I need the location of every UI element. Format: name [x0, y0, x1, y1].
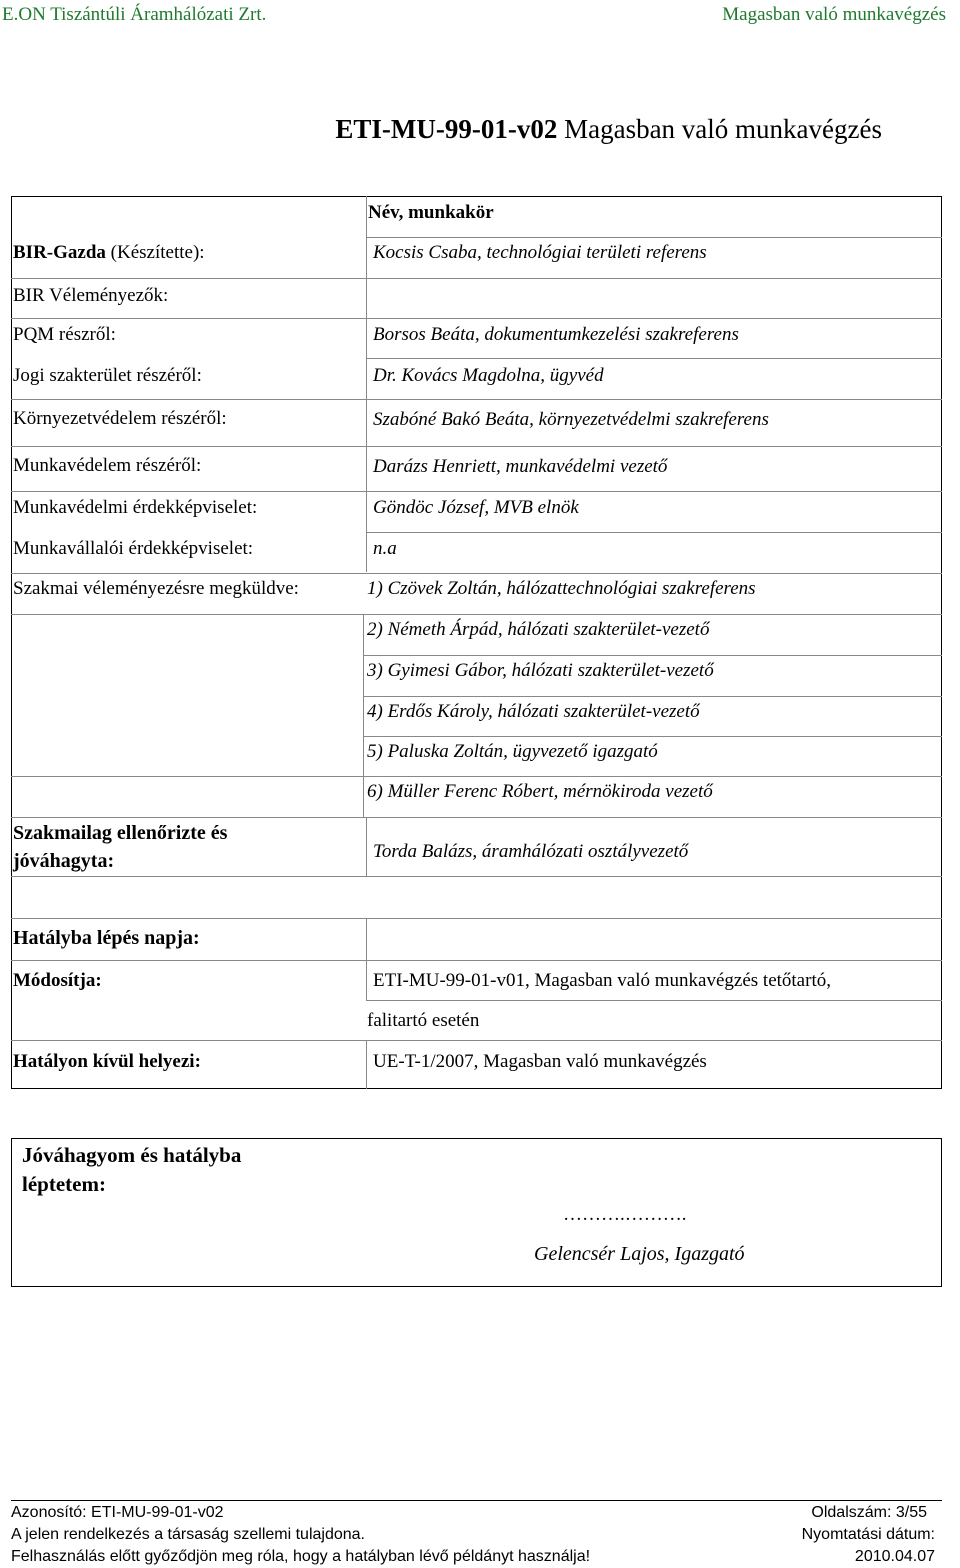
- sent-to-item: 3) Gyimesi Gábor, hálózati szakterület-vezető: [367, 660, 714, 681]
- modifies-label: Módosítja:: [13, 970, 102, 991]
- row-label-pqm: PQM részről:: [13, 324, 116, 345]
- sent-to-item: 6) Müller Ferenc Róbert, mérnökiroda vezető: [367, 781, 713, 802]
- row-value-legal: Dr. Kovács Magdolna, ügyvéd: [373, 365, 604, 386]
- footer-page-number: Oldalszám: 3/55: [811, 1504, 927, 1521]
- row-label-safety-representation: Munkavédelmi érdekképviselet:: [13, 497, 258, 518]
- footer-document-id: Azonosító: ETI-MU-99-01-v02: [11, 1504, 224, 1521]
- row-value-environment: Szabóné Bakó Beáta, környezetvédelmi szakreferens: [373, 409, 769, 430]
- footer-divider: [11, 1500, 942, 1501]
- modifies-value-line2: falitartó esetén: [367, 1010, 480, 1031]
- checked-approved-label-line2: jóváhagyta:: [13, 850, 115, 872]
- signer-name: Gelencsér Lajos, Igazgató: [534, 1243, 745, 1265]
- owner-value: Kocsis Csaba, technológiai területi referens: [373, 242, 707, 263]
- sent-to-item: 1) Czövek Zoltán, hálózattechnológiai szakreferens: [367, 578, 756, 599]
- effective-date-label: Hatályba lépés napja:: [13, 927, 200, 949]
- modifies-value-line1: ETI-MU-99-01-v01, Magasban való munkavégzés tetőtartó,: [373, 970, 831, 991]
- row-value-pqm: Borsos Beáta, dokumentumkezelési szakreferens: [373, 324, 739, 345]
- row-value-employee-representation: n.a: [373, 538, 397, 559]
- sent-to-item: 2) Németh Árpád, hálózati szakterület-vezető: [367, 619, 710, 640]
- signature-line: ……….……….: [563, 1204, 687, 1225]
- company-name: E.ON Tiszántúli Áramhálózati Zrt.: [2, 4, 267, 25]
- document-topic: Magasban való munkavégzés: [722, 4, 946, 25]
- reviewers-label: BIR Véleményezők:: [13, 285, 169, 306]
- document-title: [0, 114, 960, 145]
- footer-print-date-label: Nyomtatási dátum:: [801, 1526, 935, 1543]
- sent-for-review-label: Szakmai véleményezésre megküldve:: [13, 578, 299, 599]
- footer-ip-notice: A jelen rendelkezés a társaság szellemi tulajdona.: [11, 1526, 365, 1543]
- approval-label-line1: Jóváhagyom és hatályba: [22, 1143, 242, 1167]
- document-code: ETI-MU-99-01-v02: [335, 114, 558, 144]
- checked-approved-label-line1: Szakmailag ellenőrizte és: [13, 822, 228, 844]
- row-value-occupational-safety: Darázs Henriett, munkavédelmi vezető: [373, 456, 668, 477]
- row-label-occupational-safety: Munkavédelem részéről:: [13, 455, 202, 476]
- owner-label: BIR-Gazda (Készítette):: [13, 242, 205, 263]
- sent-to-item: 5) Paluska Zoltán, ügyvezető igazgató: [367, 741, 658, 762]
- footer-usage-notice: Felhasználás előtt győződjön meg róla, hogy a hatályban lévő példányt használja!: [11, 1548, 591, 1565]
- column-header-name-role: Név, munkakör: [368, 202, 494, 223]
- checked-approved-value: Torda Balázs, áramhálózati osztályvezető: [373, 841, 689, 862]
- row-label-environment: Környezetvédelem részéről:: [13, 408, 227, 429]
- row-label-legal: Jogi szakterület részéről:: [13, 365, 202, 386]
- document-name: Magasban való munkavégzés: [564, 114, 882, 144]
- sent-to-item: 4) Erdős Károly, hálózati szakterület-vezető: [367, 701, 700, 722]
- revokes-value: UE-T-1/2007, Magasban való munkavégzés: [373, 1051, 707, 1072]
- approval-label-line2: léptetem:: [22, 1172, 106, 1196]
- footer-print-date: 2010.04.07: [854, 1548, 935, 1565]
- row-label-employee-representation: Munkavállalói érdekképviselet:: [13, 538, 254, 559]
- row-value-safety-representation: Göndöc József, MVB elnök: [373, 497, 579, 518]
- revokes-label: Hatályon kívül helyezi:: [13, 1051, 201, 1072]
